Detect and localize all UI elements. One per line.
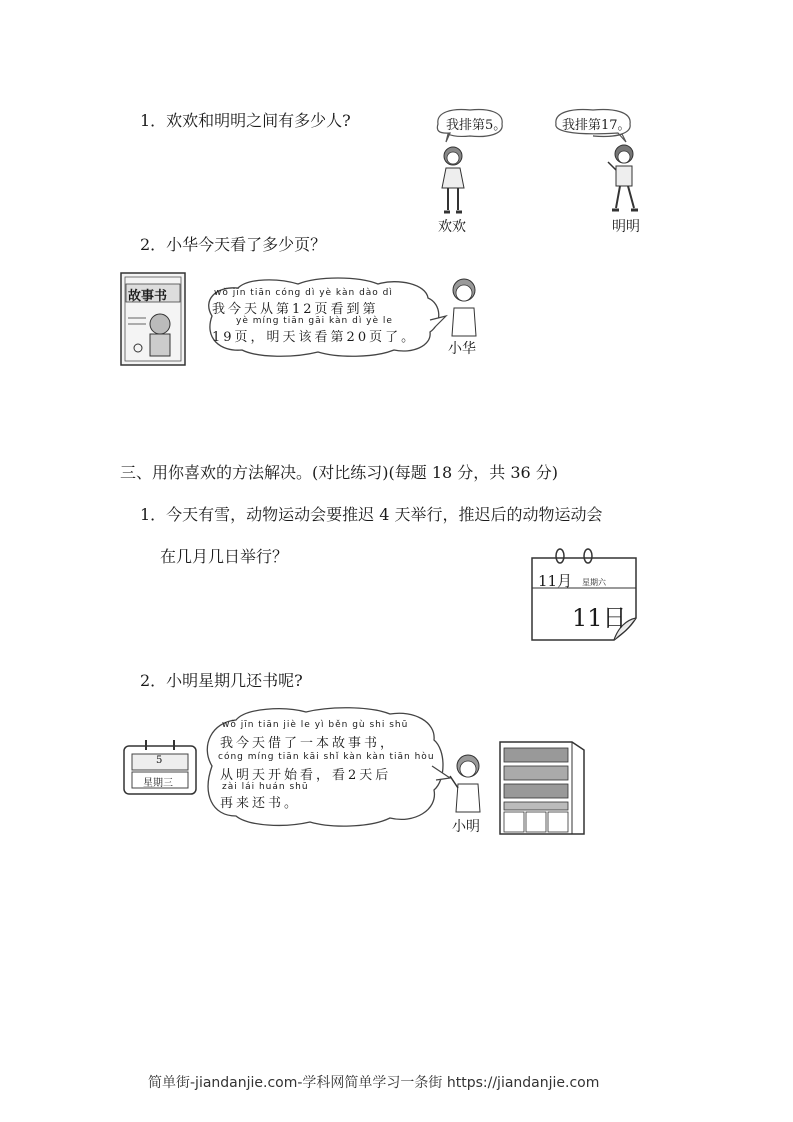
speech-text-mingming: 我排第17。 [562,118,631,133]
calendar-5-num: 5 [156,755,163,766]
name-huanhuan: 欢欢 [438,219,466,235]
pinyin-xiaoming-3: zài lái huán shū [222,782,309,792]
xiaohua-figure [446,276,482,338]
speech-xiaohua-line1: 我今天从第12页看到第 [212,302,379,317]
xiaoming-figure [448,752,486,814]
name-mingming: 明明 [612,219,640,235]
boy-figure [604,142,644,216]
speech-text-huanhuan: 我排第5。 [446,118,507,133]
name-xiaoming: 小明 [452,819,480,835]
question-2-1: 1．欢欢和明明之间有多少人? [140,111,351,130]
question-3-2: 2．小明星期几还书呢? [140,671,303,690]
speech-xiaoming-line3: 再来还书。 [220,796,301,811]
storybook-title: 故事书 [128,289,168,304]
question-3-1-line2: 在几月几日举行？ [160,547,289,566]
section-3-heading: 三、用你喜欢的方法解决。(对比练习)(每题 18 分，共 36 分) [120,463,559,482]
speech-xiaoming-line2: 从明天开始看，看2天后 [220,768,392,783]
calendar-5-weekday: 星期三 [143,778,173,789]
page-footer: 简单街-jiandanjie.com-学科网简单学习一条街 https://jiandanjie.com [148,1075,600,1091]
speech-xiaoming-line1: 我今天借了一本故事书， [220,736,397,751]
name-xiaohua: 小华 [448,341,476,357]
calendar-month: 11月 [538,572,573,590]
speech-xiaohua-line2: 19页，明天该看第20页了。 [212,330,418,345]
girl-figure [436,144,470,216]
pinyin-xiaohua-2: yè míng tiān gāi kàn dì yè le [236,316,393,326]
question-3-1-line1: 1．今天有雪，动物运动会要推迟 4 天举行，推迟后的动物运动会 [140,505,603,524]
pinyin-xiaoming-2: cóng míng tiān kāi shǐ kàn kàn tiān hòu [218,752,435,762]
pinyin-xiaohua-1: wǒ jīn tiān cóng dì yè kàn dào dì [214,288,393,298]
calendar-weekday: 星期六 [582,578,606,587]
question-2-2: 2．小华今天看了多少页？ [140,235,327,254]
calendar-day: 11日 [572,604,627,632]
pinyin-xiaoming-1: wǒ jīn tiān jiè le yì běn gù shi shū [222,720,409,730]
bookshelf-icon [496,740,586,836]
